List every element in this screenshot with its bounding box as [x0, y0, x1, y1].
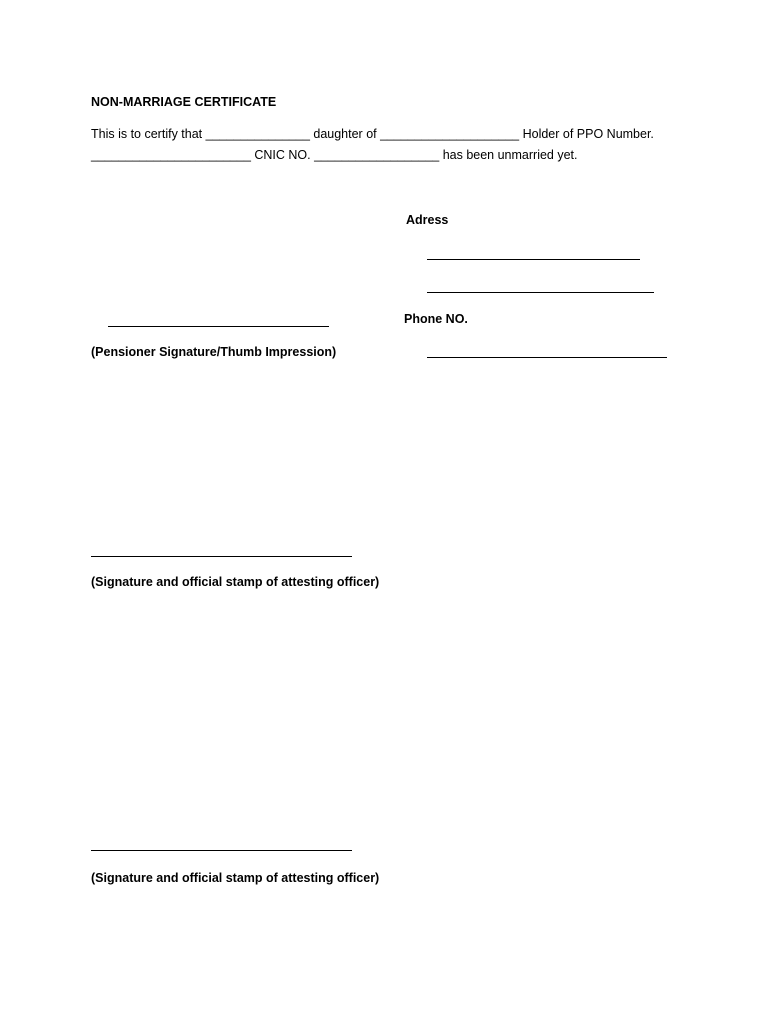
- address-line-2: [427, 292, 654, 293]
- address-label: Adress: [406, 213, 449, 227]
- phone-label: Phone NO.: [404, 312, 468, 326]
- officer-signature-line-1: [91, 556, 352, 557]
- address-line-1: [427, 259, 640, 260]
- officer-signature-line-2: [91, 850, 352, 851]
- phone-number-line: [427, 357, 667, 358]
- officer-signature-caption-1: (Signature and official stamp of attesting officer): [91, 575, 380, 589]
- pensioner-signature-caption: (Pensioner Signature/Thumb Impression): [91, 345, 337, 359]
- pensioner-signature-line: [108, 326, 329, 327]
- certificate-body-line-2: _______________________ CNIC NO. __________________ has been unmarried yet.: [91, 148, 578, 162]
- document-title: NON-MARRIAGE CERTIFICATE: [91, 95, 277, 109]
- officer-signature-caption-2: (Signature and official stamp of attesting officer): [91, 871, 380, 885]
- certificate-body-line-1: This is to certify that _______________ daughter of ____________________ Holder of PPO Number.: [91, 127, 654, 141]
